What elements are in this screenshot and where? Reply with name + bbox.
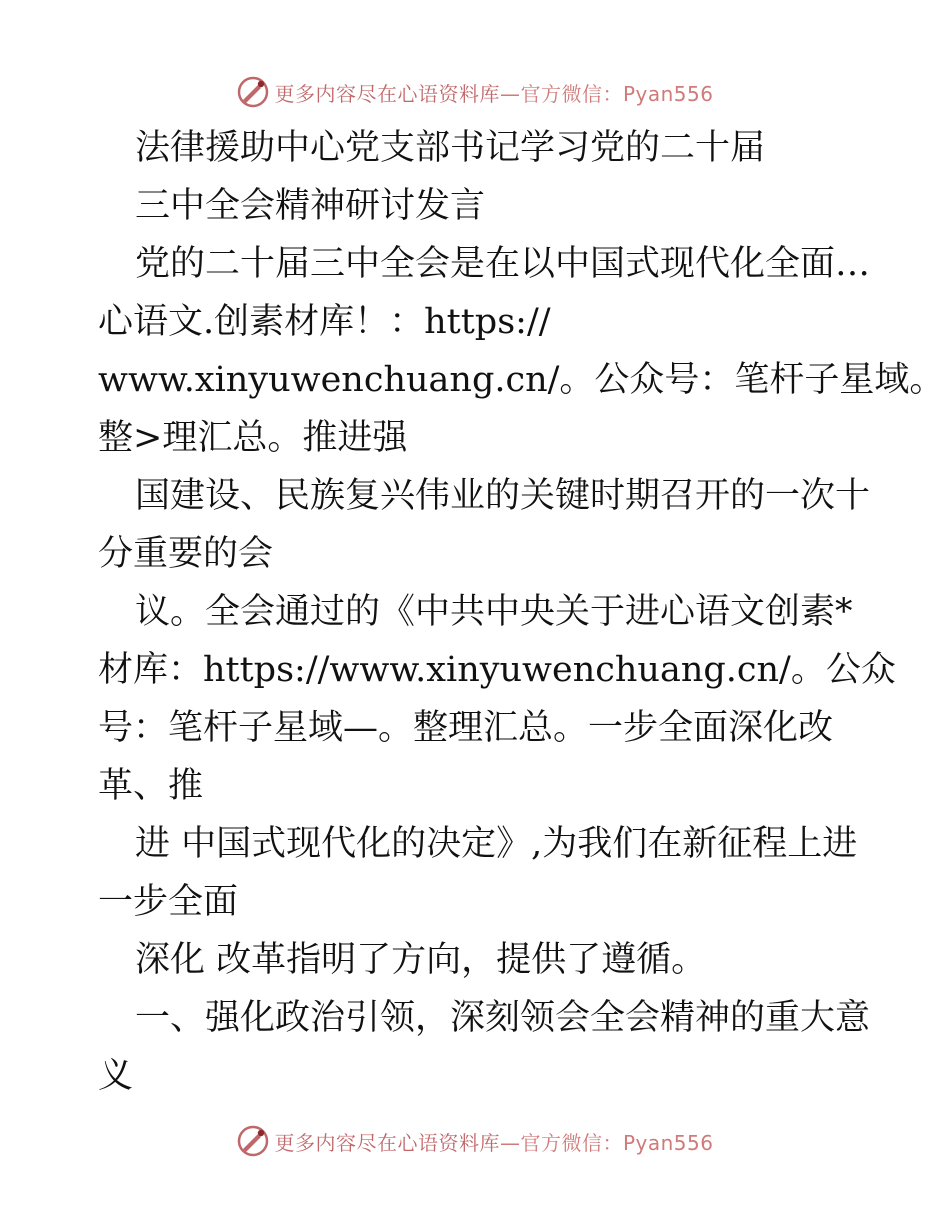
footer-watermark [0, 1121, 950, 1161]
watermark-brand-text: 更多内容尽在心语资料库 [274, 81, 500, 106]
body-line: 国建设、民族复兴伟业的关键时期召开的一次十 [135, 476, 871, 516]
body-line: www.xinyuwenchuang.cn/。公众号：笔杆子星域。 [98, 360, 945, 400]
body-line: 党的二十届三中全会是在以中国式现代化全面… [135, 244, 871, 284]
body-line: 材库：https://www.xinyuwenchuang.cn/。公众 [98, 650, 896, 690]
body-line: 整>理汇总。推进强 [98, 418, 408, 458]
body-line: 议。全会通过的《中共中央关于进心语文创素* [135, 592, 853, 632]
header-watermark [0, 72, 950, 112]
body-line: 革、推 [98, 766, 204, 806]
pen-seal-icon [236, 75, 270, 109]
title-line-1: 法律援助中心党支部书记学习党的二十届 [135, 128, 766, 168]
body-line: 进 中国式现代化的决定》,为我们在新征程上进 [135, 824, 858, 864]
body-line: 一步全面 [98, 882, 239, 922]
watermark-wechat-text: —官方微信：Pyan556 [499, 81, 714, 106]
body-line: 深化 改革指明了方向，提供了遵循。 [135, 940, 707, 980]
section-heading-cont: 义 [98, 1056, 134, 1096]
body-line: 心语文.创素材库！：https:// [98, 302, 551, 342]
body-line: 分重要的会 [98, 534, 274, 574]
title-line-2: 三中全会精神研讨发言 [135, 186, 486, 226]
section-heading: 一、强化政治引领，深刻领会全会精神的重大意 [135, 998, 871, 1038]
pen-seal-icon [236, 1124, 270, 1158]
body-line: 号：笔杆子星域—。整理汇总。一步全面深化改 [98, 708, 834, 748]
watermark-brand-text: 更多内容尽在心语资料库 [274, 1130, 500, 1155]
watermark-wechat-text: —官方微信：Pyan556 [499, 1130, 714, 1155]
